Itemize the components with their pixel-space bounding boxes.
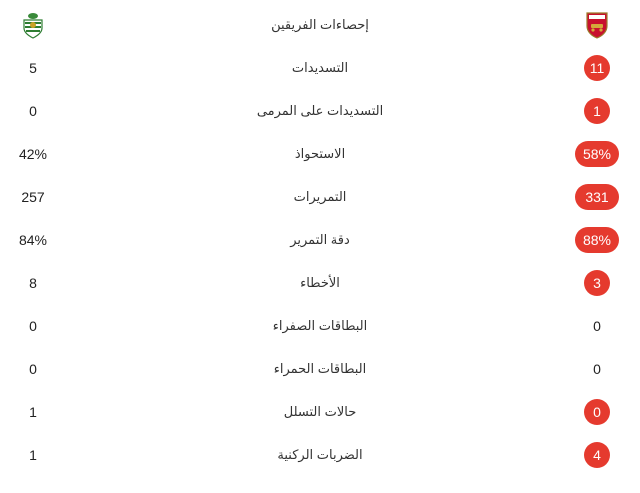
stat-row-shots-on-target — [0, 89, 640, 132]
home-stat-cell — [560, 89, 634, 132]
away-stat-value: 1 — [29, 403, 37, 420]
stat-row-pass-accuracy — [0, 218, 640, 261]
away-stat-value: 0 — [29, 102, 37, 119]
home-stat-cell — [560, 261, 634, 304]
home-stat-cell — [560, 433, 634, 476]
stat-row-red-cards — [0, 347, 640, 390]
sporting-crest-icon — [19, 11, 47, 39]
home-stat-cell — [560, 218, 634, 261]
home-stat-value: 58% — [575, 141, 619, 167]
home-stat-value: 3 — [584, 270, 610, 296]
stat-row-passes — [0, 175, 640, 218]
away-team-logo-cell — [0, 3, 66, 46]
stats-title: إحصاءات الفريقين — [271, 16, 369, 32]
home-stat-cell — [560, 132, 634, 175]
away-stat-value: 84% — [18, 231, 48, 248]
stat-label: دقة التمرير — [290, 231, 350, 247]
home-stat-value: 0 — [593, 360, 601, 377]
stat-row-possession — [0, 132, 640, 175]
stats-header-row — [0, 3, 640, 46]
stat-label: حالات التسلل — [283, 403, 357, 419]
home-stat-cell — [560, 46, 634, 89]
home-team-logo-cell — [560, 3, 634, 46]
home-stat-value: 0 — [584, 399, 610, 425]
stat-label: الضربات الركنية — [277, 446, 363, 462]
away-stat-value: 0 — [29, 360, 37, 377]
away-stat-value: 8 — [29, 274, 37, 291]
team-stats-table — [0, 3, 640, 476]
stat-label: التسديدات على المرمى — [256, 102, 384, 118]
home-stat-cell — [560, 175, 634, 218]
away-stat-value: 1 — [29, 446, 37, 463]
home-stat-value: 331 — [575, 184, 619, 210]
stat-row-yellow-cards — [0, 304, 640, 347]
stat-row-shots — [0, 46, 640, 89]
stat-row-offsides — [0, 390, 640, 433]
away-stat-value: 42% — [18, 145, 48, 162]
home-stat-value: 88% — [575, 227, 619, 253]
away-stat-value: 5 — [29, 59, 37, 76]
home-stat-value: 11 — [584, 55, 611, 81]
away-stat-value: 0 — [29, 317, 37, 334]
stat-label: التسديدات — [291, 59, 349, 75]
stat-label: التمريرات — [293, 188, 347, 204]
stat-label: البطاقات الحمراء — [273, 360, 367, 376]
home-stat-value: 4 — [584, 442, 610, 468]
home-stat-value: 1 — [584, 98, 610, 124]
stat-label: البطاقات الصفراء — [272, 317, 368, 333]
home-stat-cell — [560, 390, 634, 433]
stat-row-fouls — [0, 261, 640, 304]
stat-label: الأخطاء — [300, 274, 340, 290]
home-stat-value: 0 — [593, 317, 601, 334]
stat-row-corners — [0, 433, 640, 476]
stat-label: الاستحواذ — [294, 145, 346, 161]
arsenal-crest-icon — [583, 11, 611, 39]
away-stat-value: 257 — [21, 188, 45, 205]
